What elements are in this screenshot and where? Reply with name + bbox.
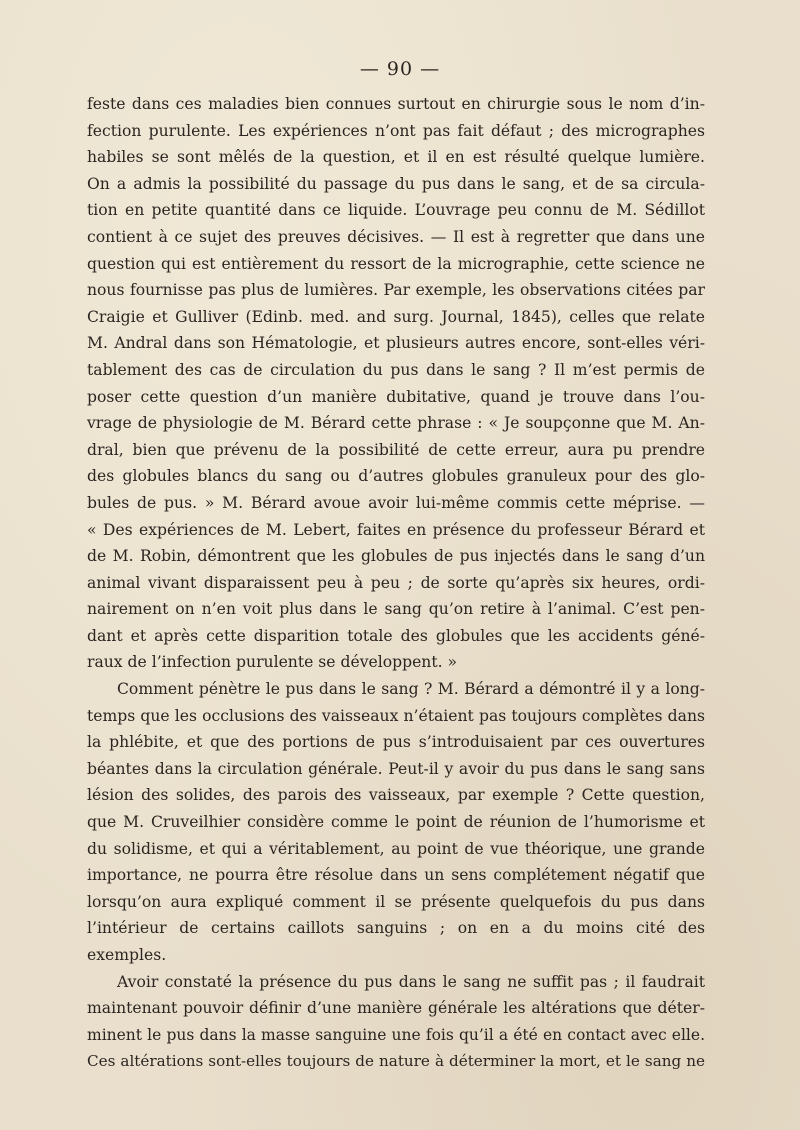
text-line: vrage de physiologie de M. Bérard cette phrase : « Je soupçonne que M. An-	[87, 414, 705, 433]
text-line: que M. Cruveilhier considère comme le point de réunion de l’humorisme et	[87, 813, 705, 832]
text-line: tion en petite quantité dans ce liquide. L’ouvrage peu connu de M. Sédillot	[87, 201, 705, 220]
text-line: exemples.	[87, 946, 167, 964]
text-line: dral, bien que prévenu de la possibilité de cette erreur, aura pu prendre	[87, 440, 705, 459]
text-line: minent le pus dans la masse sanguine une fois qu’il a été en contact avec elle.	[87, 1025, 705, 1044]
text-line: lésion des solides, des parois des vaisseaux, par exemple ? Cette question,	[87, 786, 705, 805]
text-line: la phlébite, et que des portions de pus s’introduisaient par ces ouvertures	[87, 733, 705, 752]
page-number: — 90 —	[359, 58, 441, 80]
text-line: tablement des cas de circulation du pus dans le sang ? Il m’est permis de	[87, 360, 705, 379]
paragraph-2	[87, 676, 705, 969]
text-line: dant et après cette disparition totale des globules que les accidents géné-	[87, 626, 705, 645]
text-line: M. Andral dans son Hématologie, et plusieurs autres encore, sont-elles véri-	[87, 334, 705, 353]
text-line: des globules blancs du sang ou d’autres globules granuleux pour des glo-	[87, 467, 705, 486]
text-line: bules de pus. » M. Bérard avoue avoir lui-même commis cette méprise. —	[87, 493, 705, 512]
text-line: temps que les occlusions des vaisseaux n’étaient pas toujours complètes dans	[87, 706, 705, 725]
text-line: du solidisme, et qui a véritablement, au point de vue théorique, une grande	[87, 839, 705, 858]
text-line: On a admis la possibilité du passage du pus dans le sang, et de sa circula-	[87, 174, 705, 193]
text-line: Avoir constaté la présence du pus dans le sang ne suffit pas ; il faudrait	[117, 972, 705, 991]
text-line: importance, ne pourra être résolue dans un sens complétement négatif que	[87, 866, 705, 885]
text-line: l’intérieur de certains caillots sanguins ; on en a du moins cité des	[87, 919, 705, 938]
text-line: Ces altérations sont-elles toujours de nature à déterminer la mort, et le sang ne	[87, 1052, 705, 1071]
text-line: fection purulente. Les expériences n’ont pas fait défaut ; des micrographes	[87, 121, 705, 140]
text-line: béantes dans la circulation générale. Peut-il y avoir du pus dans le sang sans	[87, 759, 705, 778]
paragraph-1	[87, 91, 705, 676]
text-line: contient à ce sujet des preuves décisives. — Il est à regretter que dans une	[87, 227, 705, 246]
text-line: Comment pénètre le pus dans le sang ? M. Bérard a démontré il y a long-	[117, 680, 705, 699]
text-line: nairement on n’en voit plus dans le sang qu’on retire à l’animal. C’est pen-	[87, 600, 705, 619]
text-line: question qui est entièrement du ressort de la micrographie, cette science ne	[87, 254, 705, 273]
text-line: raux de l’infection purulente se développent. »	[87, 653, 458, 672]
body-text	[87, 91, 705, 1075]
text-line: « Des expériences de M. Lebert, faites en présence du professeur Bérard et	[87, 520, 705, 539]
text-line: nous fournisse pas plus de lumières. Par exemple, les observations citées par	[87, 281, 705, 300]
text-line: animal vivant disparaissent peu à peu ; de sorte qu’après six heures, ordi-	[87, 573, 705, 592]
text-line: maintenant pouvoir définir d’une manière générale les altérations que déter-	[87, 999, 705, 1018]
text-line: poser cette question d’un manière dubitative, quand je trouve dans l’ou-	[87, 387, 705, 406]
text-line: habiles se sont mêlés de la question, et il en est résulté quelque lumière.	[87, 148, 705, 167]
text-line: de M. Robin, démontrent que les globules de pus injectés dans le sang d’un	[87, 547, 705, 566]
text-line: feste dans ces maladies bien connues surtout en chirurgie sous le nom d’in-	[87, 95, 705, 113]
paragraph-3	[87, 969, 705, 1075]
text-line: Craigie et Gulliver (Edinb. med. and surg. Journal, 1845), celles que relate	[87, 307, 705, 326]
text-line: lorsqu’on aura expliqué comment il se présente quelquefois du pus dans	[87, 892, 705, 911]
